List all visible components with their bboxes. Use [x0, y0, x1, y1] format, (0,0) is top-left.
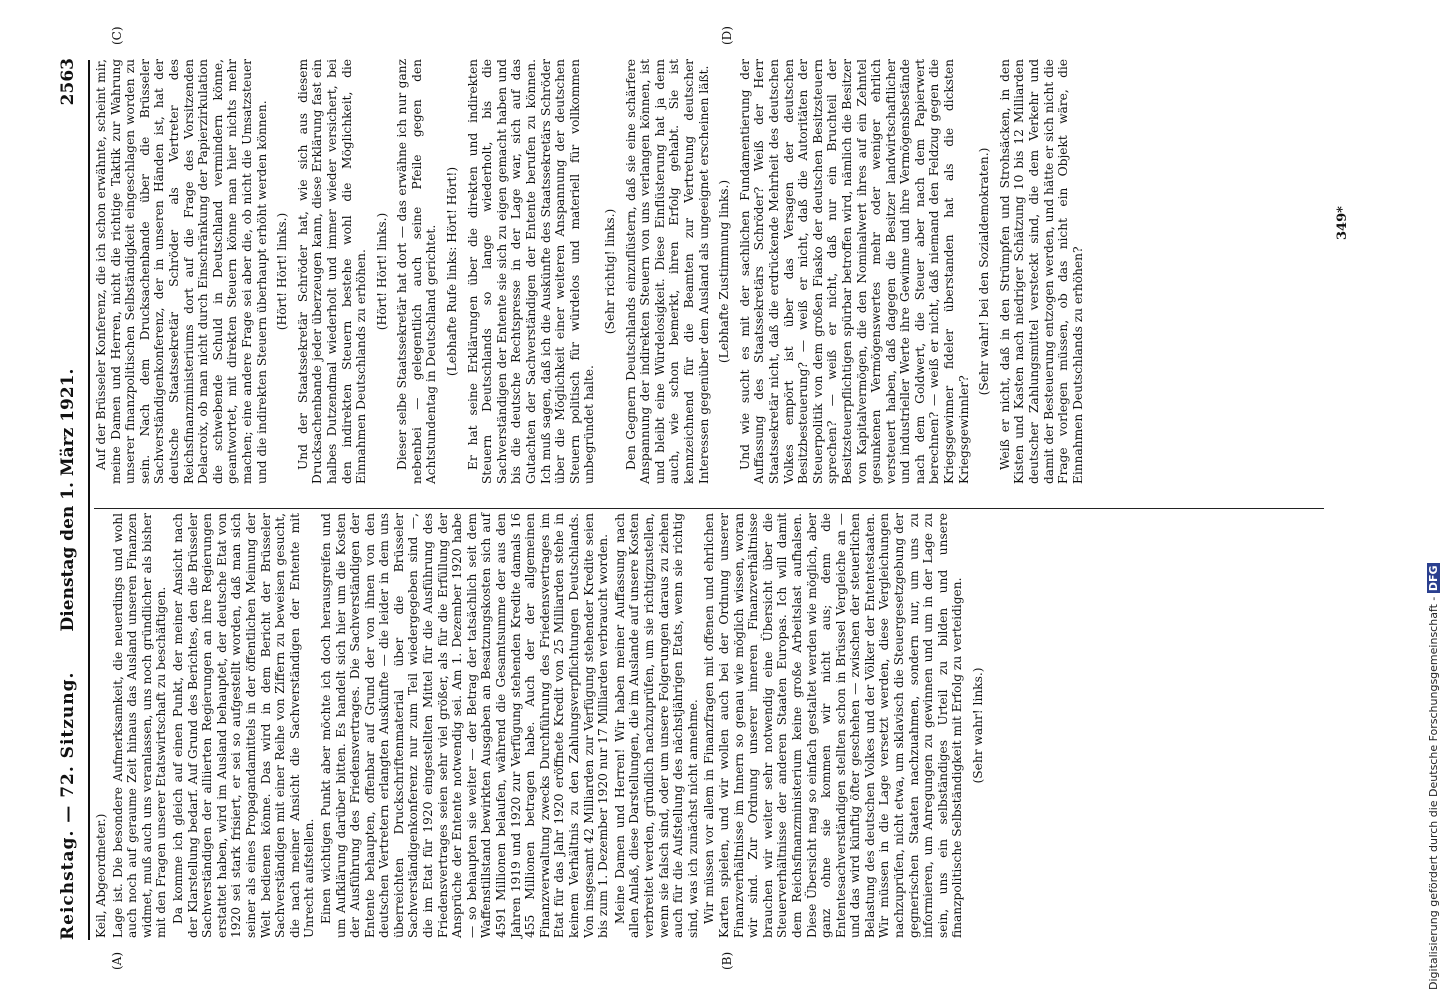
header-page-number: 2563 — [58, 58, 78, 106]
margin-marker-a: (A) — [110, 951, 124, 970]
left-column — [94, 513, 992, 938]
margin-marker-c: (C) — [110, 26, 124, 45]
paragraph: Meine Damen und Herren! Wir haben meiner Auffassung nach allen Anlaß, diese Darstellungen, die im Auslande auf unsere Kosten verbreitet werden, gründlich nachzuprüfen, um sie richtigzustellen, wenn sie falsch sind, oder um unsere Folgerungen daraus zu ziehen auch für die Aufstellung des nächstjährigen Etats, wenn sie richtig sind, was ich zunächst nicht annehme. — [612, 513, 700, 938]
interjection: (Sehr richtig! links.) — [603, 208, 617, 335]
side-note-label: Digitalisierung gefördert durch die Deutsche Forschungsgemeinschaft - — [1427, 596, 1440, 990]
side-note-text — [1427, 563, 1440, 990]
header-session: Reichstag. — 72. Sitzung. — [58, 671, 78, 940]
paragraph: Auf der Brüsseler Konferenz, die ich schon erwähnte, scheint mir, meine Damen und Herren, nicht die richtige Taktik zur Wahrung unserer finanzpolitischen Selbständigkeit eingeschlagen worden zu sein. Nach dem Drucksachenbande über die Brüsseler Sachverständigenkonferenz, der in unseren Händen ist, hat der deutsche Staatssekretär Schröder als Vertreter des Reichsfinanzministeriums dort auf die Frage des Vorsitzenden Delacroix, ob man nicht durch Einschränkung der Papierzirkulation die schwebende Schuld in Deutschland vermindern könne, geantwortet, mit direkten Steuern könne man hier nichts mehr machen; eine andere Frage sei aber die, ob nicht die Umsatzsteuer und die indirekten Steuern überhaupt erhöht werden können. — [94, 59, 269, 484]
paragraph: Dieser selbe Staatssekretär hat dort — das erwähne ich nur ganz nebenbei — gelegentlich auch seine Pfeile gegen den Achtstundentag in Deutschland gerichtet. — [395, 59, 439, 484]
interjection: (Lebhafte Zustimmung links.) — [717, 179, 732, 364]
interjection: (Lebhafte Rufe links: Hört! Hört!) — [445, 166, 460, 377]
paragraph: Keil, Abgeordneter.) — [94, 813, 108, 938]
right-column — [94, 59, 1087, 484]
margin-marker-d: (D) — [720, 26, 734, 45]
paragraph: Und der Staatssekretär Schröder hat, wie sich aus diesem Drucksachenbande jeder überzeugen kann, diese Erklärung fast ein halbes Dutzendmal wiederholt und immer wieder versichert, bei den indirekten Steuern bestehe wohl die Möglichkeit, die Einnahmen Deutschlands zu erhöhen. — [295, 59, 369, 484]
dfg-logo: DFG — [1427, 565, 1440, 592]
footer-sheet-number: 349* — [1335, 206, 1350, 240]
paragraph: Er hat seine Erklärungen über die direkten und indirekten Steuern Deutschlands so lange wiederholt, bis die Sachverständigen der Entente sie sich zu eigen gemacht haben und bis die deutsche Rechtspresse in der Lage war, sich auf das Gutachten der Sachverständigen der Entente berufen zu können. Ich muß sagen, daß ich die Auskünfte des Staatssekretärs Schröder über die Möglichkeit einer weiteren Anspannung der deutschen Steuern politisch für würdelos und materiell für vollkommen unbegründet halte. — [465, 59, 597, 484]
header-date: Dienstag den 1. März 1921. — [58, 368, 78, 632]
interjection: (Hört! Hört! links.) — [374, 212, 389, 331]
paragraph: Und wie sucht es mit der sachlichen Fundamentierung der Auffassung des Staatssekretärs Schröder? Weiß der Herr Staatssekretär nicht, daß die erdrückende Mehrheit des deutschen Volkes empört ist über das Versagen der deutschen Besitzbesteuerung? — weiß er nicht, daß die Autoritäten der Steuerpolitik von dem großen Fiasko der deutschen Besitzsteuern sprechen? — weiß er nicht, daß nur ein Bruchteil der Besitzsteuerpflichtigen spürbar betroffen wird, nämlich die Besitzer von Kapitalvermögen, die den Nominalwert ihres auf ein Zehntel gesunkenen Vermögenswertes mehr oder weniger ehrlich versteuert haben, daß dagegen die Besitzer landwirtschaftlicher und industrieller Werte ihre Gewinne und ihre Vermögensbestände nach dem Goldwert, die Steuer aber nach dem Papierwert berechnen? — weiß er nicht, daß niemand den Feldzug gegen die Kriegsgewinner fideler überstanden hat als die dicksten Kriegsgewinnler? — [737, 59, 971, 484]
interjection: (Sehr wahr! bei den Sozialdemokraten.) — [977, 147, 992, 396]
paragraph: Da komme ich gleich auf einen Punkt, der meiner Ansicht nach der Klarstellung bedarf. Auf Grund des Berichtes, den die Brüsseler Sachverständigen der alliierten Regierungen an ihre Regierungen erstattet haben, wird im Ausland behauptet, der deutsche Etat von 1920 sei stark frisiert, er sei so aufgestellt worden, daß man sich seiner als eines Propagandamittels in der öffentlichen Meinung der Welt bedienen könne. Das wird in dem Bericht der Brüsseler Sachverständigen mit einer Reihe von Ziffern zu beweisen gesucht, die nach meiner Ansicht die Sachverständigen der Entente mit Unrecht aufstellen. — [170, 513, 317, 938]
paragraph: Wir müssen vor allem in Finanzfragen mit offenen und ehrlichen Karten spielen, und wir wollen auch bei der Ordnung unserer Finanzverhältnisse im Innern so genau wie möglich wissen, woran wir sind. Zur Ordnung unserer inneren Finanzverhältnisse brauchen wir weiter sehr notwendig eine Übersicht über die Steuerverhältnisse der anderen Staaten Europas. Ich will damit dem Reichsfinanzministerium keine große Arbeitslast aufhalsen. Diese Übersicht mag so einfach gestaltet werden wie möglich, aber ganz ohne sie kommen wir nicht aus; denn die Ententesachverständigen stellten schon in Brüssel Vergleiche an — und das wird künftig öfter geschehen — zwischen der steuerlichen Belastung des deutschen Volkes und der Völker der Ententestaaten. Wir müssen in die Lage versetzt werden, diese Vergleichungen nachzuprüfen, nicht etwa, um sklavisch die Steuergesetzgebung der gegnerischen Staaten nachzuahmen, sondern nur, um uns zu informieren, um Anregungen zu gewinnen und um in der Lage zu sein, uns ein selbständiges Urteil zu bilden und unsere finanzpolitische Selbständigkeit mit Erfolg zu verteidigen. — [702, 513, 965, 938]
column-divider — [94, 508, 1324, 509]
interjection: (Sehr wahr! links.) — [971, 667, 986, 784]
paragraph: Einen wichtigen Punkt aber möchte ich doch herausgreifen und um Aufklärung darüber bitten. Es handelt sich hier um die Kosten der Ausführung des Friedensvertrages. Die Sachverständigen der Entente behaupten, offenbar auf Grund der von ihnen von den deutschen Vertretern erlangten Auskünfte — die leider in dem uns überreichten Druckschriftenmaterial über die Brüsseler Sachverständigenkonferenz nur zum Teil wiedergegeben sind —, die im Etat für 1920 eingestellten Mittel für die Ausführung des Friedensvertrages seien sehr viel größer, als für die Erfüllung der Ansprüche der Entente notwendig sei. Am 1. Dezember 1920 habe — so behaupten sie weiter — der Betrag der tatsächlich seit dem Waffenstillstand bewirkten Ausgaben an Besatzungskosten sich auf 4591 Millionen belaufen, während die Gesamtsumme der aus den Jahren 1919 und 1920 zur Verfügung stehenden Kredite damals 16 455 Millionen betragen habe. Auch der der allgemeinen Finanzverwaltung zwecks Durchführung des Friedensvertrages im Etat für das Jahr 1920 eröffnete Kredit von 25 Milliarden stehe in keinem Verhältnis zu den Zahlungsverpflichtungen Deutschlands. Von insgesamt 42 Milliarden zur Verfügung stehender Kredite seien bis zum 1. Dezember 1920 nur 17 Milliarden verbraucht worden. — [318, 513, 611, 938]
paragraph: Lage ist. Die besondere Aufmerksamkeit, die neuerdings und wohl auch noch auf geraume Zeit hinaus das Ausland unseren Finanzen widmet, muß auch uns veranlassen, uns noch gründlicher als bisher mit den Fragen unserer Etatswirtschaft zu beschäftigen. — [110, 513, 169, 938]
paragraph: Weiß er nicht, daß in den Strümpfen und Strohsäcken, in den Kisten und Kasten nach niedriger Schätzung 10 bis 12 Milliarden deutscher Zahlungsmittel versteckt sind, die dem Verkehr und damit der Besteuerung entzogen werden, und hätte er sich nicht die Frage vorlegen müssen, ob das nicht ein Objekt wäre, die Einnahmen Deutschlands zu erhöhen? — [997, 59, 1085, 484]
dfg-side-note — [1413, 10, 1440, 990]
page-header — [58, 0, 92, 1000]
margin-marker-b: (B) — [720, 951, 734, 970]
interjection: (Hört! Hört! links.) — [275, 212, 290, 331]
paragraph: Den Gegnern Deutschlands einzuflüstern, daß sie eine schärfere Anspannung der indirekten Steuern von uns verlangen können, ist und bleibt eine Würdelosigkeit. Diese Einflüsterung hat ja denn auch, wie schon bemerkt, ihren Erfolg gehabt. Sie ist kennzeichnend für die Beamten zur Vertretung deutscher Interessen gegenüber dem Ausland als ungeeignet erscheinen läßt. — [623, 59, 711, 484]
header-rule — [88, 60, 90, 940]
